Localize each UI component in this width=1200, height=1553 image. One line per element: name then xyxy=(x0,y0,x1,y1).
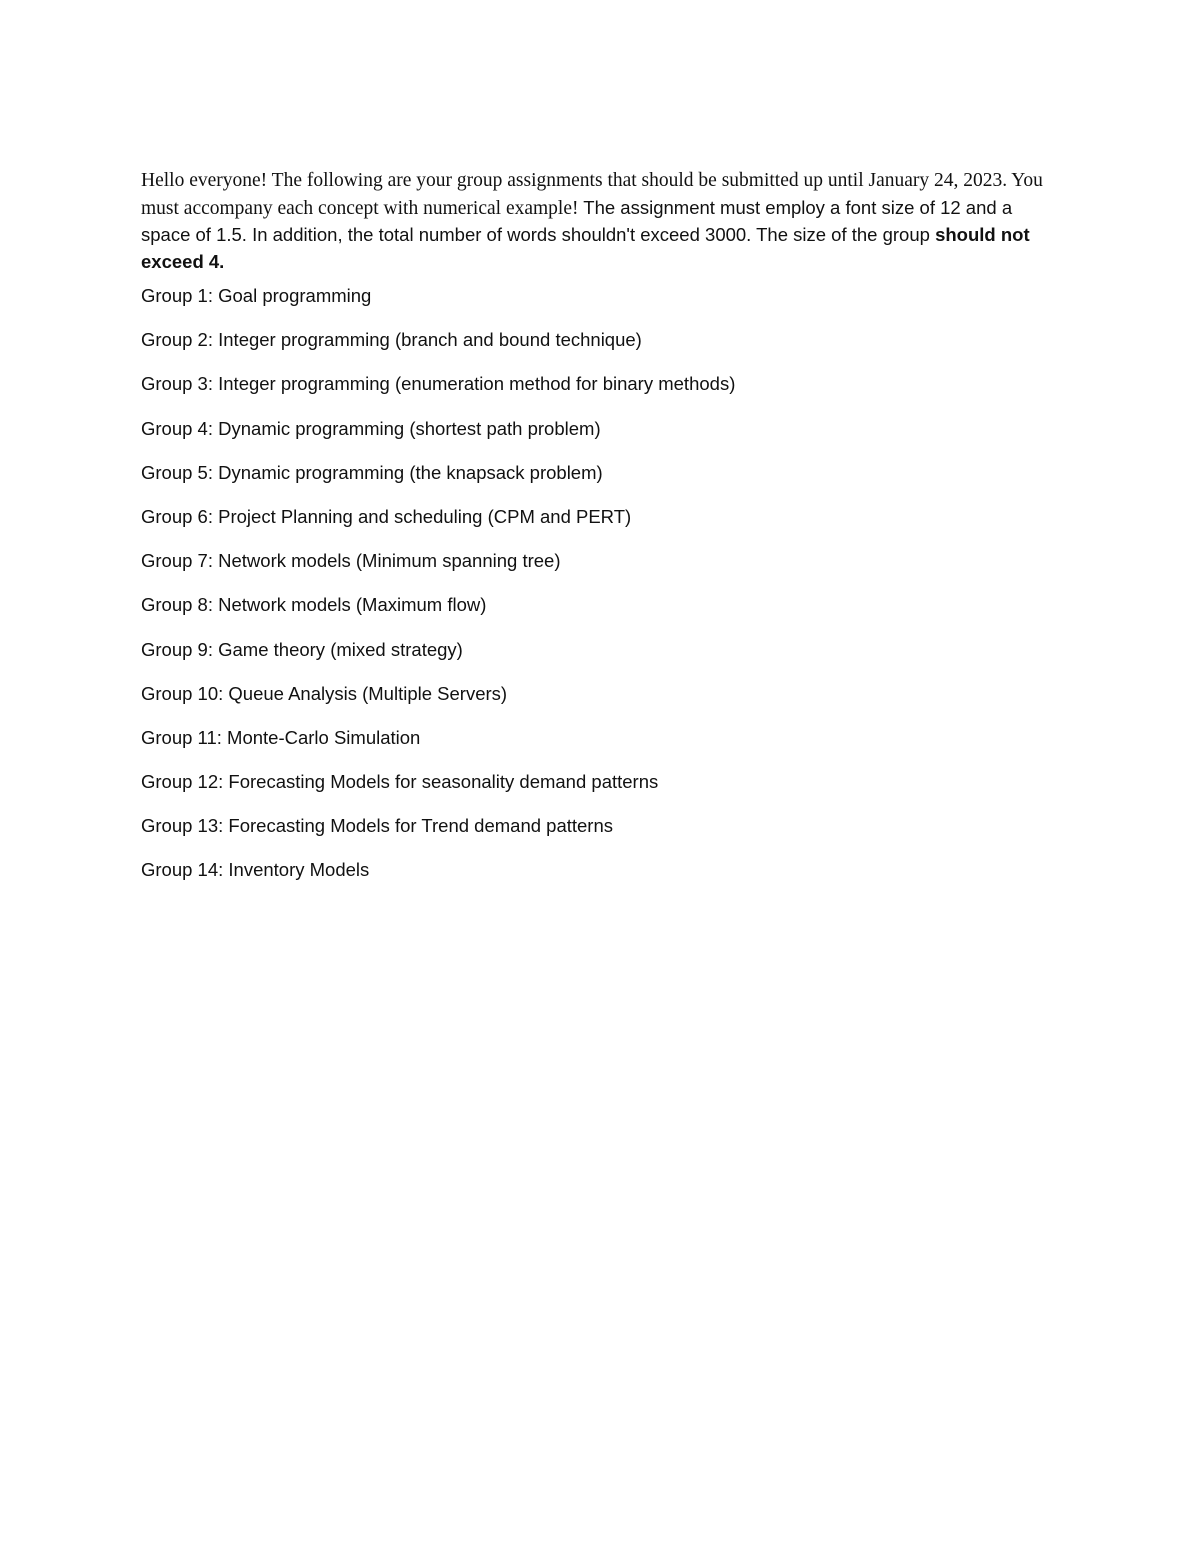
group-assignment-item: Group 3: Integer programming (enumeration method for binary methods) xyxy=(141,373,736,395)
group-assignment-item: Group 4: Dynamic programming (shortest path problem) xyxy=(141,417,601,439)
group-assignment-item: Group 6: Project Planning and scheduling (CPM and PERT) xyxy=(141,505,632,527)
intro-paragraph xyxy=(141,167,1051,275)
group-assignment-item: Group 8: Network models (Maximum flow) xyxy=(141,594,487,616)
group-assignment-item: Group 7: Network models (Minimum spanning tree) xyxy=(141,550,561,572)
intro-bold-text: should not exceed 4. xyxy=(141,224,1030,272)
group-assignment-item: Group 13: Forecasting Models for Trend demand patterns xyxy=(141,815,614,837)
group-assignment-item: Group 11: Monte-Carlo Simulation xyxy=(141,726,421,748)
group-assignment-list xyxy=(141,283,1051,883)
intro-sans-text: The assignment must employ a font size of 12 and a space of 1.5. In addition, the total number of words shouldn't exceed 3000. The size of the group xyxy=(141,196,1013,245)
group-assignment-item: Group 1: Goal programming xyxy=(141,285,372,306)
group-assignment-item: Group 9: Game theory (mixed strategy) xyxy=(141,638,463,660)
group-assignment-item: Group 5: Dynamic programming (the knapsack problem) xyxy=(141,461,603,483)
document-body xyxy=(141,167,1051,902)
intro-serif-text: Hello everyone! The following are your group assignments that should be submitted up until January 24, 2023. You must accompany each concept with numerical example! xyxy=(141,170,1043,219)
group-assignment-item: Group 14: Inventory Models xyxy=(141,859,370,881)
group-assignment-item: Group 10: Queue Analysis (Multiple Servers) xyxy=(141,682,508,704)
group-assignment-item: Group 12: Forecasting Models for seasonality demand patterns xyxy=(141,771,659,793)
group-assignment-item: Group 2: Integer programming (branch and bound technique) xyxy=(141,329,642,351)
